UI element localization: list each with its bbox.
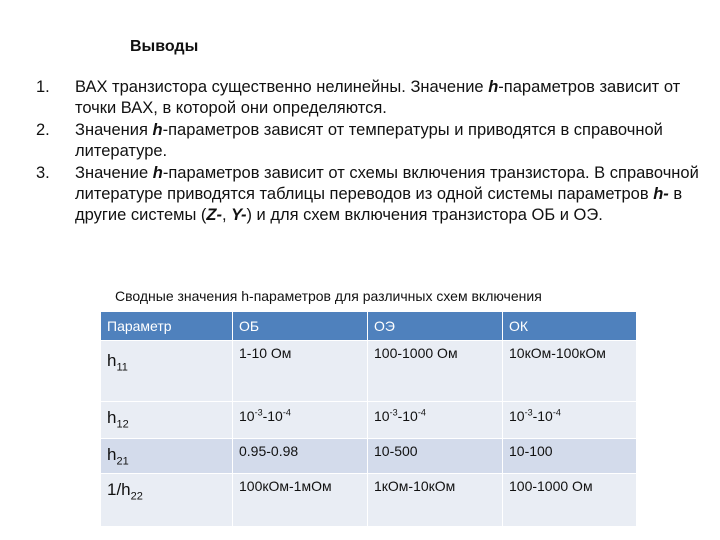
param-cell: $h_{21}$ — [101, 439, 233, 474]
table-row — [101, 402, 637, 439]
header-ob: ОБ — [233, 312, 368, 341]
value-cell-ob: 1-10 Ом — [233, 341, 368, 402]
value-cell-oe: 100-1000 Ом — [368, 341, 503, 402]
value-cell-ob: 0.95-0.98 — [233, 439, 368, 474]
param-cell: $1/h_{22}$ — [101, 474, 233, 527]
param-cell: $h_{12}$ — [101, 402, 233, 439]
header-parameter: Параметр — [101, 312, 233, 341]
value-cell-ob: $10^{-3}-10^{-4}$ — [233, 402, 368, 439]
table-row — [101, 474, 637, 527]
table-row — [101, 439, 637, 474]
list-number: 2. — [36, 120, 50, 139]
slide-title: Выводы — [130, 38, 199, 55]
value-cell-oe: 1кОм-10кОм — [368, 474, 503, 527]
value-cell-ok: 10-100 — [503, 439, 637, 474]
conclusion-item-2: 2. Значения h-параметров зависят от температуры и приводятся в справочной литературе. — [36, 120, 663, 161]
value-cell-ob: 100кОм-1мОм — [233, 474, 368, 527]
table-header-row — [101, 312, 637, 341]
table-row — [101, 341, 637, 402]
value-cell-oe: $10^{-3}-10^{-4}$ — [368, 402, 503, 439]
value-cell-ok: 100-1000 Ом — [503, 474, 637, 527]
value-cell-ok: $10^{-3}-10^{-4}$ — [503, 402, 637, 439]
value-cell-oe: 10-500 — [368, 439, 503, 474]
list-number: 3. — [36, 163, 50, 182]
conclusion-item-3: 3. Значение h-параметров зависит от схемы включения транзистора. В справочной литературе приводятся таблицы переводов из одной системы параметров h- в другие системы (Z-, Y-) и для схем включения транзистора ОБ и ОЭ. — [36, 163, 699, 225]
list-number: 1. — [36, 78, 50, 96]
h-parameters-table — [100, 311, 637, 527]
param-cell: $h_{11}$ — [101, 341, 233, 402]
table-caption: Сводные значения h-параметров для различных схем включения — [115, 288, 542, 304]
conclusions-list — [36, 77, 701, 227]
header-oe: ОЭ — [368, 312, 503, 341]
header-ok: ОК — [503, 312, 637, 341]
conclusion-item-1: 1. ВАХ транзистора существенно нелинейны. Значение h-параметров зависит от точки ВАХ, в которой они определяются. — [36, 78, 681, 118]
value-cell-ok: 10кОм-100кОм — [503, 341, 637, 402]
